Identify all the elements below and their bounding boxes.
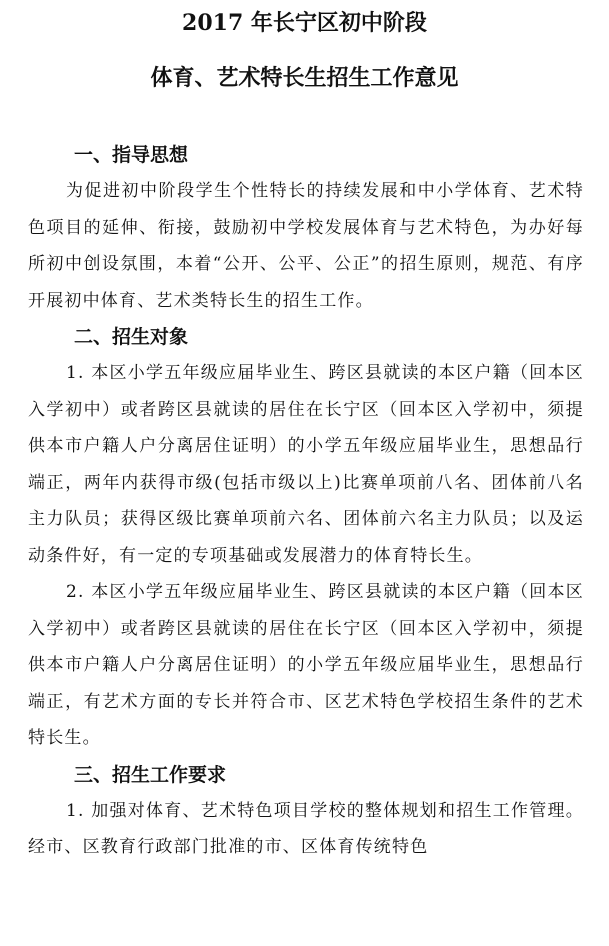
paragraph-art-specialty-targets: 2. 本区小学五年级应届毕业生、跨区县就读的本区户籍（回本区入学初中）或者跨区县就读的居住在长宁区（回本区入学初中，须提供本市户籍人户分离居住证明）的小学五年级应届毕业生，思想品行端正，有艺术方面的专长并符合市、区艺术特色学校招生条件的艺术特长生。 (28, 582, 584, 748)
document-title-line-2: 体育、艺术特长生招生工作意见 (150, 65, 459, 91)
section-heading-enrollment-requirements: 三、招生工作要求 (74, 763, 227, 786)
section-heading-guiding-principle: 一、指导思想 (74, 144, 189, 166)
paragraph-guiding-principle: 为促进初中阶段学生个性特长的持续发展和中小学体育、艺术特色项目的延伸、衔接，鼓励初中学校发展体育与艺术特色，为办好每所初中创设氛围，本着“公开、公平、公正”的招生原则，规范、有序开展初中体育、艺术类特长生的招生工作。 (28, 181, 584, 311)
paragraph-requirements-1: 1. 加强对体育、艺术特色项目学校的整体规划和招生工作管理。经市、区教育行政部门批准的市、区体育传统特色 (28, 800, 584, 857)
section-heading-enrollment-targets: 二、招生对象 (74, 326, 189, 348)
document-body (28, 137, 584, 866)
paragraph-sports-specialty-targets: 1. 本区小学五年级应届毕业生、跨区县就读的本区户籍（回本区入学初中）或者跨区县就读的居住在长宁区（回本区入学初中，须提供本市户籍人户分离居住证明）的小学五年级应届毕业生，思想品行端正，两年内获得市级(包括市级以上)比赛单项前八名、团体前八名主力队员；获得区级比赛单项前六名、团体前六名主力队员；以及运动条件好，有一定的专项基础或发展潜力的体育特长生。 (28, 363, 584, 566)
document-title-line-1: 2017 年长宁区初中阶段 (182, 10, 427, 36)
